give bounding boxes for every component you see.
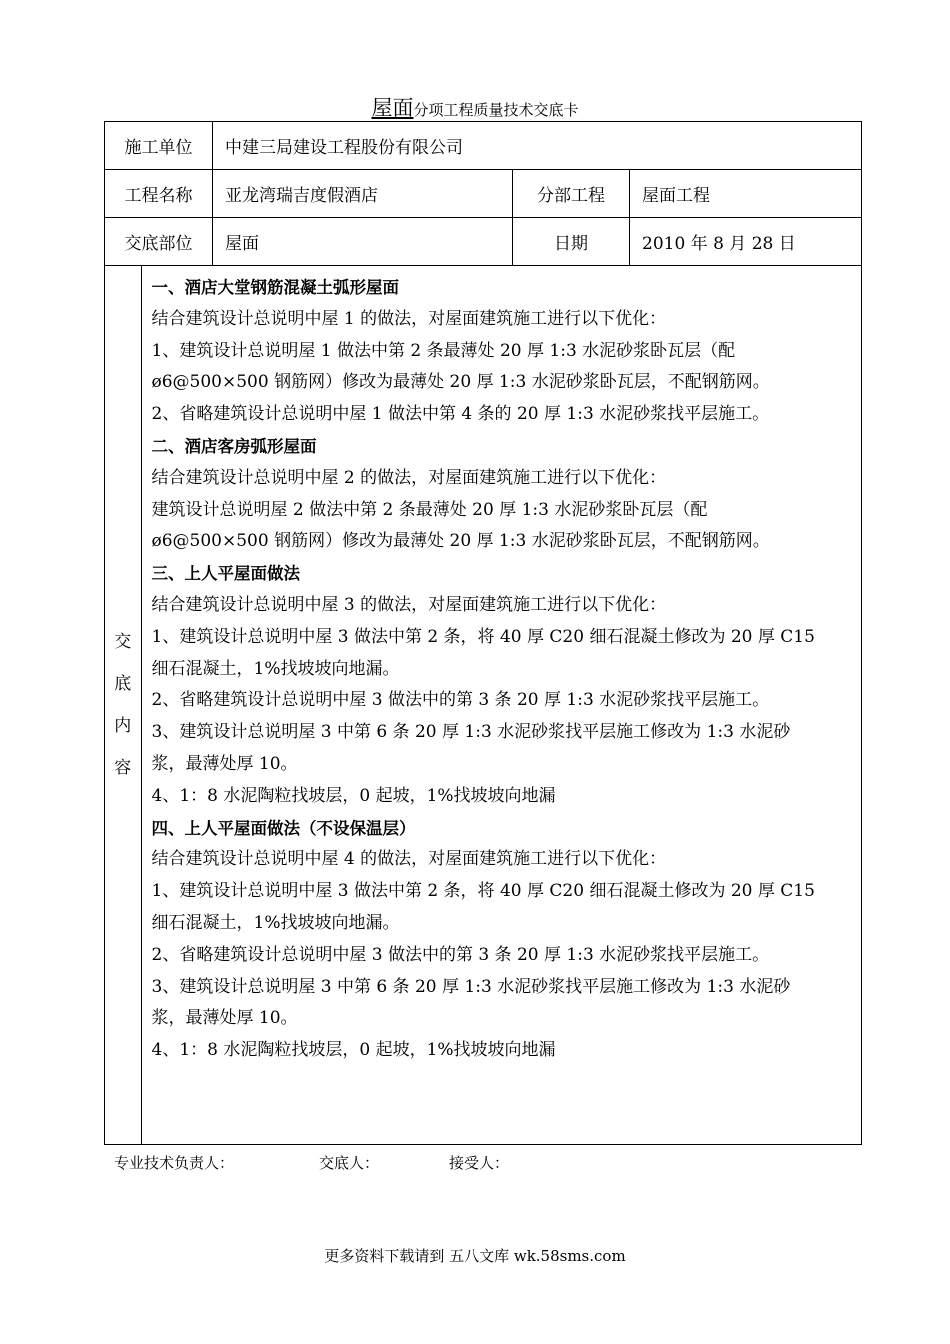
content-line: 细石混凝土，1%找坡坡向地漏。 <box>151 912 400 933</box>
project-value: 亚龙湾瑞吉度假酒店 <box>213 170 513 218</box>
content-heading: 二、酒店客房弧形屋面 <box>151 436 317 456</box>
content-line: 2、省略建筑设计总说明中屋 3 做法中的第 3 条 20 厚 1:3 水泥砂浆找平层施工。 <box>151 690 770 711</box>
content-line: 2、省略建筑设计总说明中屋 1 做法中第 4 条的 20 厚 1:3 水泥砂浆找平层施工。 <box>151 404 770 425</box>
content-line: 3、建筑设计总说明屋 3 中第 6 条 20 厚 1:3 水泥砂浆找平层施工修改为 1:3 水泥砂 <box>151 976 791 997</box>
content-line: 1、建筑设计总说明中屋 3 做法中第 2 条，将 40 厚 C20 细石混凝土修改为 20 厚 C15 <box>151 881 815 902</box>
section-label: 分部工程 <box>513 170 630 218</box>
content-heading: 三、上人平屋面做法 <box>151 564 300 584</box>
side-char: 容 <box>114 758 132 778</box>
row-content <box>105 266 862 1145</box>
content-line: 建筑设计总说明屋 2 做法中第 2 条最薄处 20 厚 1:3 水泥砂浆卧瓦层（配 <box>151 499 708 520</box>
row-part <box>105 218 862 266</box>
row-unit <box>105 122 862 170</box>
content-line: 浆，最薄处厚 10。 <box>151 1008 298 1029</box>
section-value: 屋面工程 <box>630 170 862 218</box>
date-label: 日期 <box>513 218 630 266</box>
content-heading: 一、酒店大堂钢筋混凝土弧形屋面 <box>151 278 399 297</box>
unit-value: 中建三局建设工程股份有限公司 <box>213 122 862 170</box>
part-label: 交底部位 <box>105 218 213 266</box>
receiver-label: 接受人： <box>449 1154 510 1172</box>
content-line: 结合建筑设计总说明中屋 4 的做法，对屋面建筑施工进行以下优化： <box>151 849 667 870</box>
disclosure-table <box>104 121 862 1145</box>
content-side-label <box>105 266 141 1144</box>
date-value: 2010 年 8 月 28 日 <box>630 218 862 266</box>
tech-lead-label: 专业技术负责人： <box>114 1154 235 1172</box>
content-body <box>141 266 861 1144</box>
content-heading: 四、上人平屋面做法（不设保温层） <box>151 818 416 838</box>
side-char: 底 <box>114 674 132 694</box>
content-wrapper <box>105 266 862 1145</box>
content-line: 结合建筑设计总说明中屋 3 的做法，对屋面建筑施工进行以下优化： <box>151 594 667 615</box>
content-line: 结合建筑设计总说明中屋 2 的做法，对屋面建筑施工进行以下优化： <box>151 467 667 488</box>
row-project <box>105 170 862 218</box>
content-line: 4、1：8 水泥陶粒找坡层，0 起坡，1%找坡坡向地漏 <box>151 1040 556 1061</box>
content-line: ø6@500×500 钢筋网）修改为最薄处 20 厚 1:3 水泥砂浆卧瓦层，不配钢筋网。 <box>151 531 770 552</box>
title-main: 屋面 <box>371 96 414 120</box>
signature-line <box>114 1152 509 1174</box>
project-label: 工程名称 <box>105 170 213 218</box>
document-title <box>0 94 950 124</box>
part-value: 屋面 <box>213 218 513 266</box>
title-sub: 分项工程质量技术交底卡 <box>413 101 579 119</box>
content-line: 4、1：8 水泥陶粒找坡层，0 起坡，1%找坡坡向地漏 <box>151 785 556 806</box>
unit-label: 施工单位 <box>105 122 213 170</box>
footer-note: 更多资料下载请到 五八文库 wk.58sms.com <box>324 1247 626 1265</box>
content-line: ø6@500×500 钢筋网）修改为最薄处 20 厚 1:3 水泥砂浆卧瓦层，不配钢筋网。 <box>151 372 770 393</box>
side-char: 交 <box>114 632 132 652</box>
content-line: 结合建筑设计总说明中屋 1 的做法，对屋面建筑施工进行以下优化： <box>151 308 667 329</box>
content-inner-table <box>105 266 861 1144</box>
content-line: 细石混凝土，1%找坡坡向地漏。 <box>151 658 400 679</box>
content-line: 1、建筑设计总说明中屋 3 做法中第 2 条，将 40 厚 C20 细石混凝土修改为 20 厚 C15 <box>151 626 815 647</box>
content-line: 浆，最薄处厚 10。 <box>151 753 298 774</box>
giver-label: 交底人： <box>319 1154 380 1172</box>
content-line: 2、省略建筑设计总说明中屋 3 做法中的第 3 条 20 厚 1:3 水泥砂浆找平层施工。 <box>151 944 770 965</box>
content-line: 1、建筑设计总说明屋 1 做法中第 2 条最薄处 20 厚 1:3 水泥砂浆卧瓦层（配 <box>151 340 736 361</box>
content-line: 3、建筑设计总说明屋 3 中第 6 条 20 厚 1:3 水泥砂浆找平层施工修改为 1:3 水泥砂 <box>151 722 791 743</box>
side-char: 内 <box>114 716 132 736</box>
